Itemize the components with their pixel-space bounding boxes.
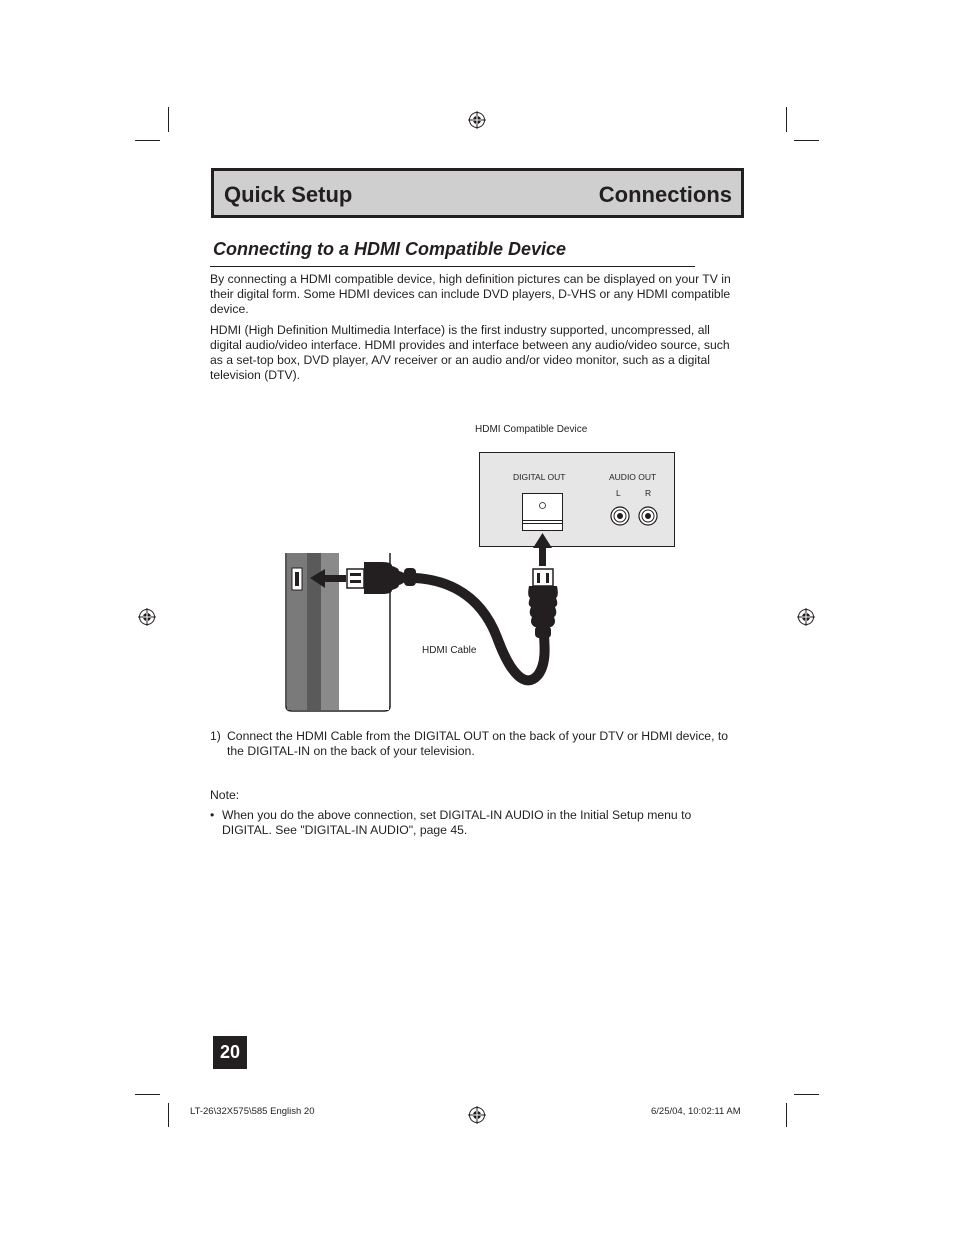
hdmi-paragraph: HDMI (High Definition Multimedia Interface) is the first industry supported, uncompressed, all digital audio/video interface. HDMI provides and interface between any audio/video source, such as a set-top box, DVD player, A/V receiver or an audio and/or video monitor, such as a digital television (DTV). bbox=[210, 323, 730, 382]
crop-mark bbox=[794, 140, 819, 141]
crop-mark bbox=[786, 107, 787, 132]
registration-mark-icon bbox=[138, 608, 156, 626]
section-title: Connecting to a HDMI Compatible Device bbox=[213, 239, 567, 259]
bullet-icon: • bbox=[210, 808, 215, 822]
crop-mark bbox=[135, 1094, 160, 1095]
hdmi-connection-diagram bbox=[270, 440, 690, 720]
registration-mark-icon bbox=[797, 608, 815, 626]
crop-mark bbox=[168, 1103, 169, 1127]
digital-out-port bbox=[523, 494, 563, 531]
crop-mark bbox=[135, 140, 160, 141]
registration-mark-icon bbox=[468, 111, 486, 129]
cable-label: HDMI Cable bbox=[422, 645, 477, 656]
crop-mark bbox=[168, 107, 169, 132]
page-number: 20 bbox=[213, 1036, 247, 1069]
note-label: Note: bbox=[210, 788, 240, 802]
hdmi-device-panel bbox=[480, 453, 675, 547]
header-title-left: Quick Setup bbox=[224, 182, 353, 207]
digital-out-label: DIGITAL OUT bbox=[513, 472, 566, 482]
intro-paragraph: By connecting a HDMI compatible device, high definition pictures can be displayed on your TV in their digital form. Some HDMI devices can include DVD players, D-VHS or any HDMI compatible device. bbox=[210, 272, 731, 316]
audio-left-label: L bbox=[616, 488, 621, 498]
footer-right: 6/25/04, 10:02:11 AM bbox=[651, 1106, 741, 1117]
step-text: Connect the HDMI Cable from the DIGITAL OUT on the back of your DTV or HDMI device, to the DIGITAL-IN on the back of your television. bbox=[227, 729, 729, 758]
section-divider bbox=[210, 266, 695, 267]
device-label: HDMI Compatible Device bbox=[475, 424, 588, 435]
registration-mark-icon bbox=[468, 1106, 486, 1124]
step-number: 1) bbox=[210, 729, 221, 743]
audio-out-label: AUDIO OUT bbox=[609, 472, 657, 482]
hdmi-plug-device bbox=[528, 569, 558, 638]
hdmi-cable bbox=[395, 578, 545, 681]
crop-mark bbox=[794, 1094, 819, 1095]
audio-jack-right bbox=[639, 507, 657, 525]
page-header bbox=[211, 168, 744, 218]
audio-jack-left bbox=[611, 507, 629, 525]
crop-mark bbox=[786, 1103, 787, 1127]
footer-left: LT-26\32X575\585 English 20 bbox=[190, 1106, 315, 1117]
audio-right-label: R bbox=[645, 488, 652, 498]
header-title-right: Connections bbox=[598, 182, 732, 207]
note-text: When you do the above connection, set DIGITAL-IN AUDIO in the Initial Setup menu to DIGITAL. See "DIGITAL-IN AUDIO", page 45. bbox=[222, 808, 692, 837]
